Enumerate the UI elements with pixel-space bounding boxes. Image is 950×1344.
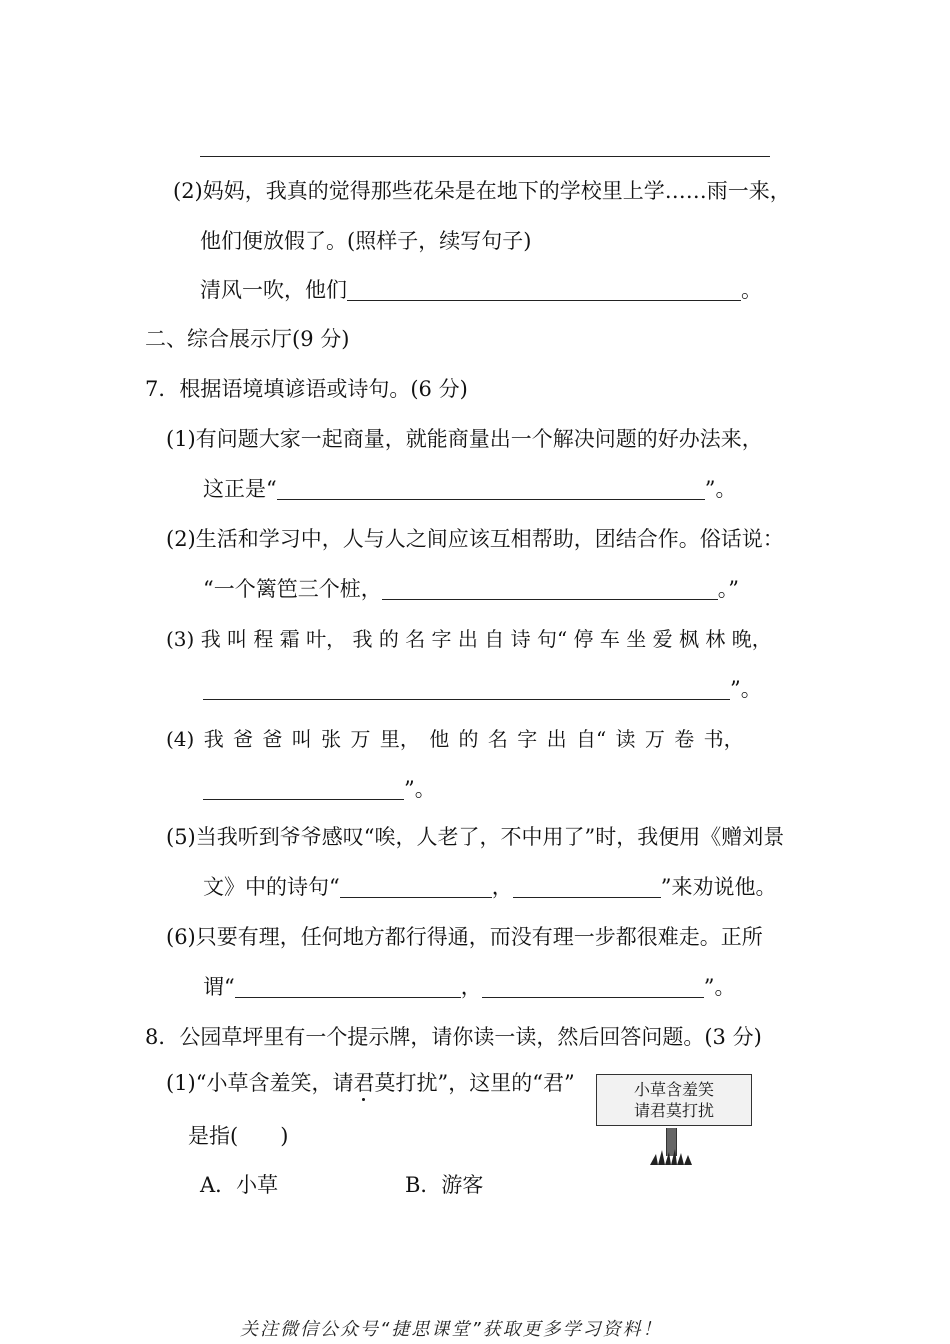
q8-option-a[interactable]: A．小草 <box>200 1173 279 1197</box>
grass-icon <box>648 1146 694 1166</box>
q7-item2-prefix: “一个篱笆三个桩， <box>203 577 382 601</box>
sign-board <box>596 1074 752 1126</box>
q6-item2-prefix: 清风一吹，他们 <box>200 278 347 302</box>
q7-item6-prefix: 谓“ <box>203 975 235 999</box>
q7-item1-blank[interactable] <box>277 479 705 500</box>
q7-title: 7．根据语境填谚语或诗句。(6 分) <box>145 377 468 401</box>
q7-item6-blank-b[interactable] <box>482 977 704 998</box>
q7-item2-fill <box>203 574 739 604</box>
q6-item2-suffix: 。 <box>741 278 762 302</box>
q8-item1-text-a: (1)“小草含羞笑，请 <box>166 1071 354 1095</box>
q7-item6-line1: (6)只要有理，任何地方都行得通，而没有理一步都很难走。正所 <box>166 925 763 949</box>
q8-option-b[interactable]: B．游客 <box>405 1173 484 1197</box>
q7-item3-blank[interactable] <box>203 679 730 700</box>
q7-item2-suffix: 。” <box>717 577 739 601</box>
q6-item2-line1: (2)妈妈，我真的觉得那些花朵是在地下的学校里上学……雨一来， <box>173 179 791 203</box>
q7-item4-fill <box>203 774 436 804</box>
q7-item5-prefix: 文》中的诗句“ <box>203 875 340 899</box>
answer-blank-top[interactable] <box>200 131 770 161</box>
section2-title: 二、综合展示厅(9 分) <box>145 327 350 351</box>
q7-item3-suffix: ”。 <box>730 677 762 701</box>
q8-item1-line2[interactable]: 是指( ) <box>188 1124 289 1148</box>
q6-item2-blank[interactable] <box>347 280 741 301</box>
q7-item3-fill <box>203 674 762 704</box>
q6-item2-fill <box>200 275 762 305</box>
q7-item1-prefix: 这正是“ <box>203 477 277 501</box>
q7-item3-line1: (3) 我 叫 程 霜 叶， 我 的 名 字 出 自 诗 句“ 停 车 坐 爱 枫 林 晚， <box>166 627 772 651</box>
q7-item5-blank-b[interactable] <box>513 877 661 898</box>
q7-item6-blank-a[interactable] <box>235 977 461 998</box>
sign-line1: 小草含羞笑 <box>633 1080 714 1099</box>
q7-item6-fill <box>203 972 736 1002</box>
q8-title: 8．公园草坪里有一个提示牌，请你读一读，然后回答问题。(3 分) <box>145 1025 762 1049</box>
q7-item1-suffix: ”。 <box>704 477 737 501</box>
sign-line2: 请君莫打扰 <box>633 1101 714 1120</box>
q7-item6-suffix: ”。 <box>703 975 736 999</box>
grass-sign-illustration <box>596 1074 756 1168</box>
q7-item5-suffix: ”来劝说他。 <box>660 875 777 899</box>
q7-item5-blank-a[interactable] <box>340 877 492 898</box>
q7-item2-line1: (2)生活和学习中，人与人之间应该互相帮助，团结合作。俗话说： <box>166 527 784 551</box>
q7-item4-line1: (4) 我 爸 爸 叫 张 万 里， 他 的 名 字 出 自“ 读 万 卷 书， <box>166 727 744 751</box>
q7-item1-fill <box>203 474 737 504</box>
footer-note: 关注微信公众号“捷思课堂”获取更多学习资料！ <box>240 1319 663 1340</box>
q7-item5-fill <box>203 872 777 902</box>
q7-item4-suffix: ”。 <box>404 777 436 801</box>
q8-item1-emphasis-char: 君 <box>353 1071 375 1095</box>
q7-item6-mid: ， <box>460 975 482 999</box>
q7-item5-line1: (5)当我听到爷爷感叹“唉，人老了，不中用了”时，我便用《赠刘景 <box>166 825 785 849</box>
q8-item1-line1 <box>166 1068 575 1098</box>
q7-item1-line1: (1)有问题大家一起商量，就能商量出一个解决问题的好办法来， <box>166 427 763 451</box>
q8-item1-text-b: 莫打扰”，这里的“君” <box>374 1071 575 1095</box>
q6-item2-line2: 他们便放假了。(照样子，续写句子) <box>200 229 532 253</box>
q7-item4-blank[interactable] <box>203 779 404 800</box>
q7-item5-mid: ， <box>491 875 513 899</box>
q7-item2-blank[interactable] <box>382 579 718 600</box>
